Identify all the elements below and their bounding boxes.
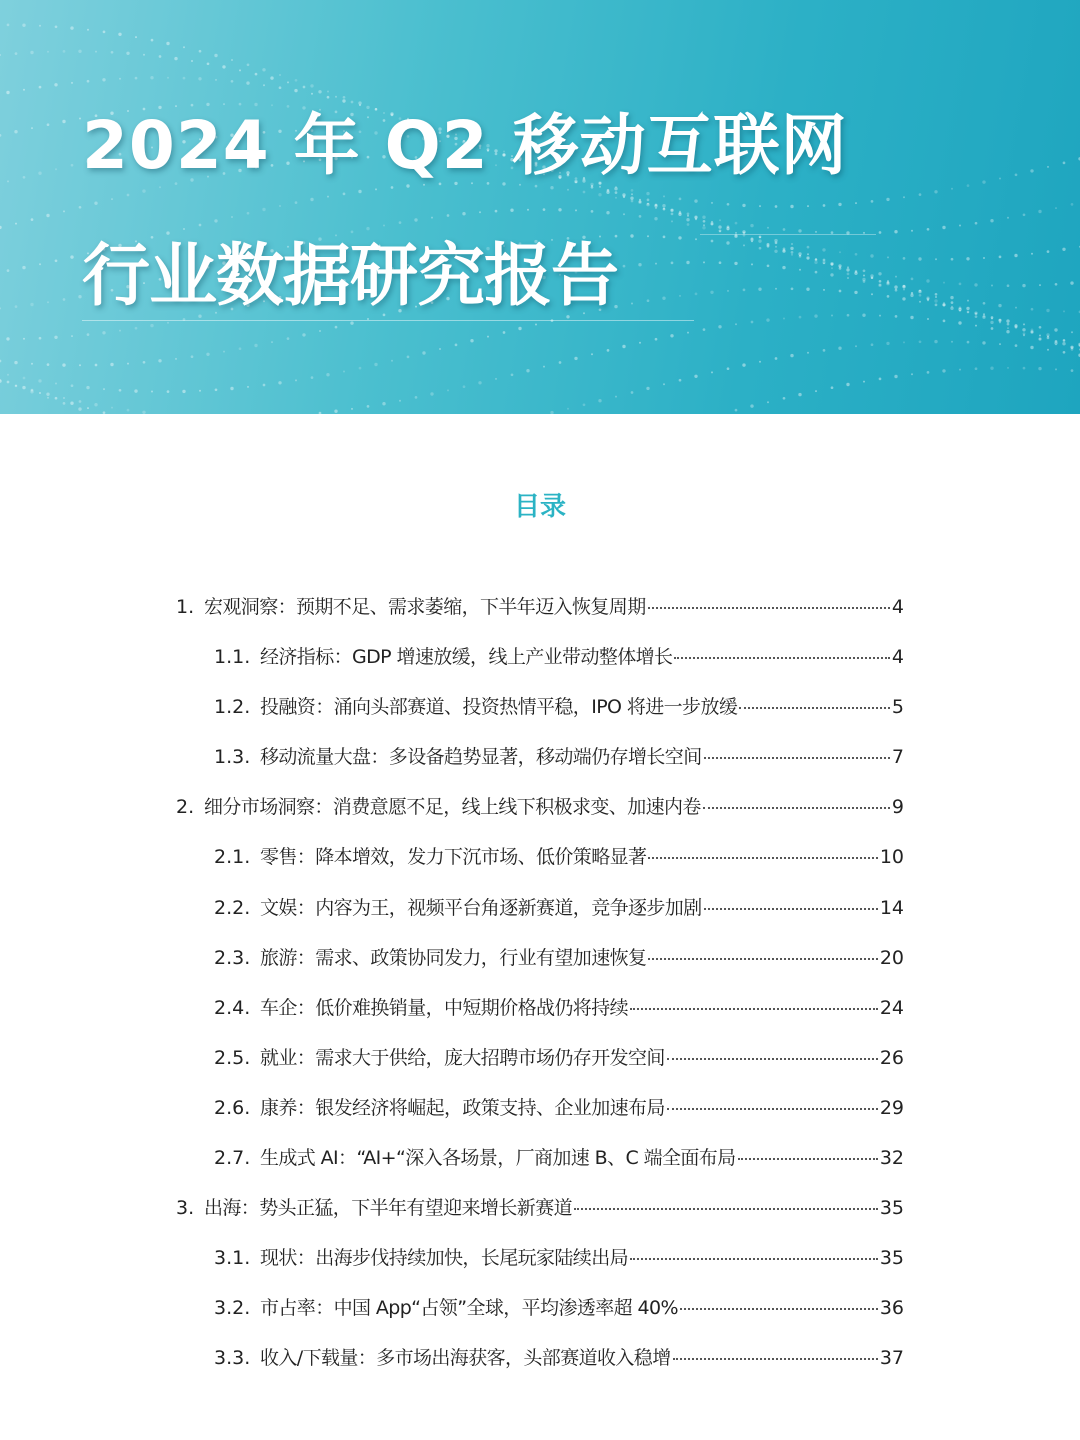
toc-entry-page: 29 bbox=[879, 1096, 904, 1119]
toc-dot-leader bbox=[574, 1208, 878, 1210]
toc-dot-leader bbox=[630, 1008, 878, 1010]
toc-entry-number: 2.1. bbox=[214, 846, 251, 869]
toc-entry[interactable] bbox=[0, 943, 1080, 993]
toc-entry-title: 生成式 AI：“AI+“深入各场景，厂商加速 B、C 端全面布局 bbox=[260, 1147, 736, 1170]
toc-entry-page: 14 bbox=[879, 896, 904, 919]
toc-entry-page: 37 bbox=[879, 1347, 904, 1370]
toc-entry[interactable] bbox=[0, 642, 1080, 692]
toc-entry-title: 市占率：中国 App“占领”全球，平均渗透率超 40% bbox=[260, 1297, 678, 1320]
toc-dot-leader bbox=[630, 1258, 878, 1260]
toc-dot-leader bbox=[648, 958, 877, 960]
toc-entry[interactable] bbox=[0, 1043, 1080, 1093]
toc-entry-number: 2. bbox=[176, 796, 195, 819]
banner-dot-wave-pattern bbox=[0, 0, 1080, 414]
toc-entry[interactable] bbox=[0, 1343, 1080, 1393]
toc-dot-leader bbox=[674, 657, 889, 659]
toc-entry-number: 2.4. bbox=[214, 996, 251, 1019]
toc-entry-number: 2.7. bbox=[214, 1147, 251, 1170]
toc-entry-title: 投融资：涌向头部赛道、投资热情平稳，IPO 将进一步放缓 bbox=[260, 696, 738, 719]
toc-entry[interactable] bbox=[0, 692, 1080, 742]
toc-entry-number: 1. bbox=[176, 596, 195, 618]
toc-entry-title: 文娱：内容为王，视频平台角逐新赛道，竞争逐步加剧 bbox=[260, 896, 702, 919]
toc-entry-page: 4 bbox=[891, 646, 904, 669]
toc-entry-title: 移动流量大盘：多设备趋势显著，移动端仍存增长空间 bbox=[260, 746, 702, 769]
cover-banner bbox=[0, 0, 1080, 414]
toc-dot-leader bbox=[648, 857, 877, 859]
report-title-line-1: 2024 年 Q2 移动互联网 bbox=[82, 107, 848, 184]
table-of-contents bbox=[0, 592, 1080, 1394]
toc-entry-page: 9 bbox=[891, 796, 904, 819]
toc-entry-page: 35 bbox=[879, 1197, 904, 1220]
toc-entry-title: 康养：银发经济将崛起，政策支持、企业加速布局 bbox=[260, 1096, 665, 1119]
toc-entry-number: 2.3. bbox=[214, 946, 251, 969]
toc-entry-page: 20 bbox=[879, 946, 904, 969]
toc-heading: 目录 bbox=[513, 492, 566, 522]
toc-entry-title: 现状：出海步伐持续加快，长尾玩家陆续出局 bbox=[260, 1247, 629, 1270]
toc-entry-page: 4 bbox=[891, 596, 904, 618]
toc-entry-title: 宏观洞察：预期不足、需求萎缩，下半年迈入恢复周期 bbox=[204, 596, 646, 618]
toc-entry-title: 经济指标：GDP 增速放缓，线上产业带动整体增长 bbox=[260, 646, 673, 669]
toc-entry-title: 出海：势头正猛，下半年有望迎来增长新赛道 bbox=[204, 1197, 573, 1220]
banner-divider bbox=[82, 320, 694, 321]
toc-entry-number: 3.1. bbox=[214, 1247, 251, 1270]
toc-entry-title: 车企：低价难换销量，中短期价格战仍将持续 bbox=[260, 996, 629, 1019]
toc-entry-title: 零售：降本增效，发力下沉市场、低价策略显著 bbox=[260, 846, 647, 869]
toc-entry-title: 旅游：需求、政策协同发力，行业有望加速恢复 bbox=[260, 946, 647, 969]
toc-entry-number: 2.5. bbox=[214, 1046, 251, 1069]
toc-entry-page: 26 bbox=[879, 1046, 904, 1069]
toc-entry-title: 就业：需求大于供给，庞大招聘市场仍存开发空间 bbox=[260, 1046, 665, 1069]
toc-entry-number: 1.3. bbox=[214, 746, 251, 769]
toc-entry[interactable] bbox=[0, 893, 1080, 943]
toc-dot-leader bbox=[680, 1308, 878, 1310]
toc-entry[interactable] bbox=[0, 1193, 1080, 1243]
toc-entry-page: 36 bbox=[879, 1297, 904, 1320]
toc-entry-page: 35 bbox=[879, 1247, 904, 1270]
banner-divider-short bbox=[700, 234, 876, 235]
toc-entry-title: 细分市场洞察：消费意愿不足，线上线下积极求变、加速内卷 bbox=[204, 796, 701, 819]
toc-entry-number: 1.1. bbox=[214, 646, 251, 669]
toc-entry[interactable] bbox=[0, 742, 1080, 792]
toc-entry-number: 1.2. bbox=[214, 696, 251, 719]
toc-entry[interactable] bbox=[0, 1293, 1080, 1343]
toc-dot-leader bbox=[739, 707, 890, 709]
toc-entry[interactable] bbox=[0, 1093, 1080, 1143]
toc-entry-title: 收入/下载量：多市场出海获客，头部赛道收入稳增 bbox=[260, 1347, 671, 1370]
toc-dot-leader bbox=[704, 908, 878, 910]
toc-dot-leader bbox=[667, 1058, 878, 1060]
toc-dot-leader bbox=[648, 607, 890, 609]
toc-entry-number: 3.3. bbox=[214, 1347, 251, 1370]
toc-entry-page: 24 bbox=[879, 996, 904, 1019]
toc-entry[interactable] bbox=[0, 1143, 1080, 1193]
toc-entry-page: 7 bbox=[891, 746, 904, 769]
toc-dot-leader bbox=[667, 1108, 878, 1110]
toc-entry-number: 2.2. bbox=[214, 896, 251, 919]
toc-entry[interactable] bbox=[0, 842, 1080, 892]
toc-entry-page: 10 bbox=[879, 846, 904, 869]
toc-entry-page: 32 bbox=[879, 1147, 904, 1170]
toc-dot-leader bbox=[738, 1158, 878, 1160]
toc-entry-number: 3.2. bbox=[214, 1297, 251, 1320]
toc-dot-leader bbox=[673, 1358, 878, 1360]
toc-dot-leader bbox=[704, 757, 890, 759]
toc-entry[interactable] bbox=[0, 993, 1080, 1043]
report-title-line-2: 行业数据研究报告 bbox=[82, 237, 619, 316]
toc-entry-number: 2.6. bbox=[214, 1096, 251, 1119]
toc-entry[interactable] bbox=[0, 1243, 1080, 1293]
toc-dot-leader bbox=[703, 807, 890, 809]
toc-entry-number: 3. bbox=[176, 1197, 195, 1220]
toc-entry[interactable] bbox=[0, 792, 1080, 842]
toc-entry-page: 5 bbox=[891, 696, 904, 719]
toc-entry[interactable] bbox=[0, 592, 1080, 642]
